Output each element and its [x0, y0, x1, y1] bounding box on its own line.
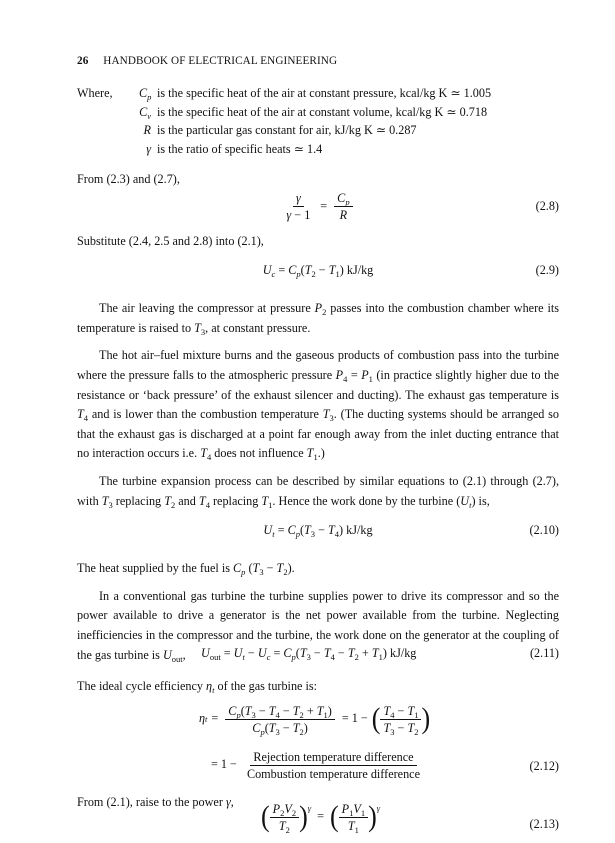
text-line: From (2.3) and (2.7),	[77, 172, 180, 186]
page-number: 26	[77, 55, 89, 67]
equation-number: (2.12)	[529, 758, 559, 773]
equation-2-12: η t = $\frac{C_p(T_3 - T_4 - T_2 + T_1)}{C_p(T_3 - T_2)}$ = 1 − ( $\frac{T_4 - T_1}{T_3 - T_2}$ ) = 1 − $\frac{\text{Rejection temperature difference}}{\text{Combustion temperature difference}}$ (2.12)	[199, 701, 559, 781]
equation-2-13: From (2.1), raise to the power γ, ( $\frac{P_2V_2}{T_2}$ ) γ = ( $\frac{P_1V_1}{T_1}$ ) γ (2.13)	[77, 794, 559, 835]
paragraph: In a conventional gas turbine the turbine supplies power to drive its compressor and so the power available to drive a generator is the net power available from the turbine. Neglecting inefficiencies in the compressor and the turbine, the work done on the generator at the coupling of the gas turbine is $U_{out}$,	[77, 588, 559, 664]
running-header	[77, 52, 559, 70]
combustion-label: Combustion temperature difference	[246, 766, 420, 781]
text-line: Substitute (2.4, 2.5 and 2.8) into (2.1),	[77, 233, 264, 248]
definition-row: $C_v$ is the specific heat of the air at constant volume, kcal/kg K ≃ 0.718	[77, 103, 559, 122]
equation-number: (2.13)	[529, 816, 559, 831]
text-line: The ideal cycle efficiency $\eta_t$ of the gas turbine is:	[77, 679, 318, 696]
definition-row	[77, 121, 559, 140]
paragraph: The hot air–fuel mixture burns and the gaseous products of combustion pass into the turbine where the pressure falls to the atmospheric pressure $P_4 = P_1$ (in practice slightly higher due to the resistance or ‘back pressure’ of the exhaust silencer and ducting). The exhaust gas temperature is $T_4$ and is lower than the combustion temperature $T_3$. (The ducting systems should be arranged so that the exhaust gas is discharged at a point far enough away from the inlet ducting entrance that no interaction occurs i.e. $T_4$ does not influence $T_1$.)	[77, 348, 560, 463]
symbol: C	[139, 104, 148, 119]
paragraph: The turbine expansion process can be described by similar equations to (2.1) through (2.7), with $T_3$ replacing $T_2$ and $T_4$ replacing $T_1$. Hence the work done by the turbine $(U_t)$ is,	[77, 473, 559, 510]
symbol-definitions	[77, 84, 559, 158]
where-lead: Where,	[77, 86, 113, 100]
equation-number: (2.10)	[529, 523, 559, 538]
definition-row	[77, 140, 559, 159]
book-title: HANDBOOK OF ELECTRICAL ENGINEERING	[103, 55, 338, 67]
equation-2-10: $U_t = C_p(T_3 - T_4)$ kJ/kg (2.10)	[263, 523, 559, 540]
equation-number: (2.9)	[535, 263, 559, 278]
symbol-description: is the specific heat of the air at constant volume, kcal/kg K ≃ 0.718	[157, 104, 488, 119]
equation-2-9: $U_c = C_p(T_2 - T_1)$ kJ/kg (2.9)	[262, 263, 559, 280]
symbol-description: is the particular gas constant for air, kJ/kg K ≃ 0.287	[157, 123, 417, 137]
symbol: γ	[146, 141, 151, 156]
equation-2-11: $U_{out} = U_t - U_c = C_p(T_3 - T_4 - T_2 + T_1)$ kJ/kg (2.11)	[201, 646, 559, 663]
symbol: C	[139, 86, 148, 100]
definition-row: Where, $C_p$ is the specific heat of the air at constant pressure, kcal/kg K ≃ 1.005	[77, 84, 559, 103]
paragraph: The air leaving the compressor at pressure $P_2$ passes into the combustion chamber where its temperature is raised to $T_3$, at constant pressure.	[77, 301, 559, 337]
equation-number: (2.8)	[535, 198, 559, 213]
symbol: R	[143, 123, 151, 137]
rejection-label: Rejection temperature difference	[250, 749, 416, 766]
equation-number: (2.11)	[530, 646, 559, 661]
symbol-description: is the specific heat of the air at constant pressure, kcal/kg K ≃ 1.005	[157, 86, 492, 100]
text-line: The heat supplied by the fuel is $C_p$ $(T_3 - T_2)$.	[77, 561, 295, 578]
equation-2-8: $\frac{\gamma}{\gamma - 1}$ = $\frac{C_p}{R}$ (2.8)	[286, 191, 559, 223]
text-line: From (2.1), raise to the power γ,	[77, 794, 234, 809]
page	[77, 52, 559, 843]
symbol-description: is the ratio of specific heats ≃ 1.4	[157, 141, 323, 156]
